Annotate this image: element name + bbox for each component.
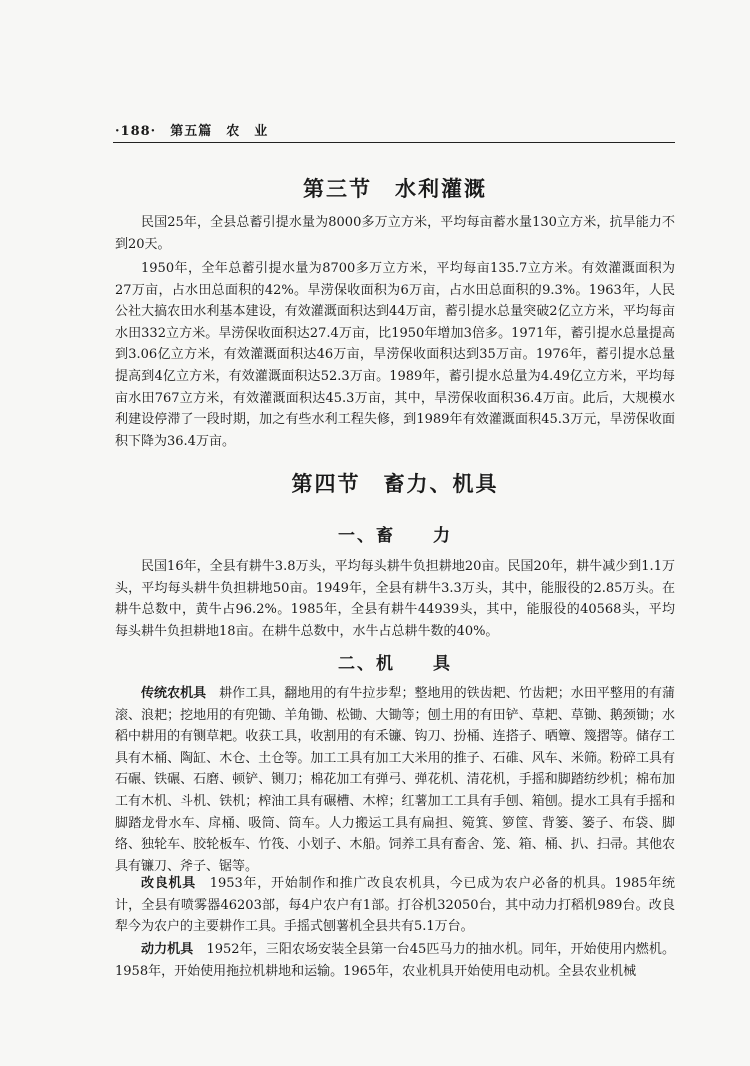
improved-tools-text: 1953年，开始制作和推广改良农机具，今已成为农户必备的机具。1985年统计，全县有喷雾器46203部，每4户农户有1部。打谷机32050台，其中动力打稻机989台。改良犁今为农户的主要耕作工具。手摇式刨薯机全县共有5.1万台。 [115, 876, 675, 935]
running-head [115, 120, 675, 139]
section-3-paragraph-1: 民国25年，全县总蓄引提水量为8000多万立方米，平均每亩蓄水量130立方米，抗旱能力不到20天。 [115, 215, 675, 252]
subsection-machinery-title: 二、机 具 [338, 654, 452, 674]
page-number: ·188· [115, 124, 157, 139]
traditional-tools-term: 传统农机具 [141, 686, 207, 701]
section-4-title: 第四节 畜力、机具 [291, 471, 499, 496]
traditional-tools-text: 耕作工具，翻地用的有牛拉步犁；整地用的铁齿耙、竹齿耙；水田平整用的有蒲滚、浪耙；挖地用的有兜锄、羊角锄、松锄、大锄等；刨土用的有田铲、草耙、草锄、鹅颈锄；水稻中耕用的有铡草耙。收获工具，收割用的有禾镰、钩刀、扮桶、连搭子、晒簟、篾摺等。储存工具有木桶、陶缸、木仓、土仓等。加工工具有加工大米用的推子、石碓、风车、米筛。粉碎工具有石碾、铁碾、石磨、顿铲、铡刀；棉花加工有弹弓、弹花机、清花机，手摇和脚踏纺纱机；棉布加工有木机、斗机、铁机；榨油工具有碾槽、木榨；红薯加工工具有手刨、箱刨。提水工具有手摇和脚踏龙骨水车、戽桶、吸筒、筒车。人力搬运工具有扁担、箢箕、箩筐、背篓、篓子、布袋、脚络、独轮车、胶轮板车、竹筏、小划子、木船。饲养工具有畜舍、笼、箱、桶、扒、扫帚。其他农具有镰刀、斧子、锯等。 [115, 686, 675, 874]
animal-power-paragraph: 民国16年，全县有耕牛3.8万头，平均每头耕牛负担耕地20亩。民国20年，耕牛减少到1.1万头，平均每头耕牛负担耕地50亩。1949年，全县有耕牛3.3万头，其中，能服役的2.85万头。在耕牛总数中，黄牛占96.2%。1985年，全县有耕牛44939头，其中，能服役的40568头，平均每头耕牛负担耕地18亩。在耕牛总数中，水牛占总耕牛数的40%。 [115, 559, 675, 639]
subsection-animal-power-title: 一、畜 力 [338, 526, 452, 546]
traditional-tools-paragraph [115, 683, 675, 877]
header-rule [113, 142, 675, 143]
powered-tools-paragraph [115, 939, 675, 982]
section-3-paragraph-2: 1950年，全年总蓄引提水量为8700多万立方米，平均每亩135.7立方米。有效灌溉面积为27万亩，占水田总面积的42%。旱涝保收面积为6万亩，占水田总面积的9.3%。1963年，人民公社大搞农田水利基本建设，有效灌溉面积达到44万亩，蓄引提水总量突破2亿立方米，平均每亩水田332立方米。旱涝保收面积达27.4万亩，比1950年增加3倍多。1971年，蓄引提水总量提高到3.06亿立方米，有效灌溉面积达46万亩，旱涝保收面积达到35万亩。1976年，蓄引提水总量提高到4亿立方米，有效灌溉面积达52.3万亩。1989年，蓄引提水总量为4.49亿立方米，平均每亩水田767立方米，有效灌溉面积达45.3万亩，其中，旱涝保收面积36.4万亩。此后，大规模水利建设停滞了一段时期，加之有些水利工程失修，到1989年有效灌溉面积45.3万元，旱涝保收面积下降为36.4万亩。 [115, 261, 675, 449]
powered-tools-term: 动力机具 [141, 942, 194, 957]
part-title: 第五篇 农 业 [170, 124, 269, 139]
powered-tools-text: 1952年，三阳农场安装全县第一台45匹马力的抽水机。同年，开始使用内燃机。1958年，开始使用拖拉机耕地和运输。1965年，农业机具开始使用电动机。全县农业机械 [115, 942, 675, 979]
section-3-title: 第三节 水利灌溉 [303, 176, 487, 201]
improved-tools-paragraph [115, 873, 675, 938]
improved-tools-term: 改良机具 [141, 876, 196, 891]
